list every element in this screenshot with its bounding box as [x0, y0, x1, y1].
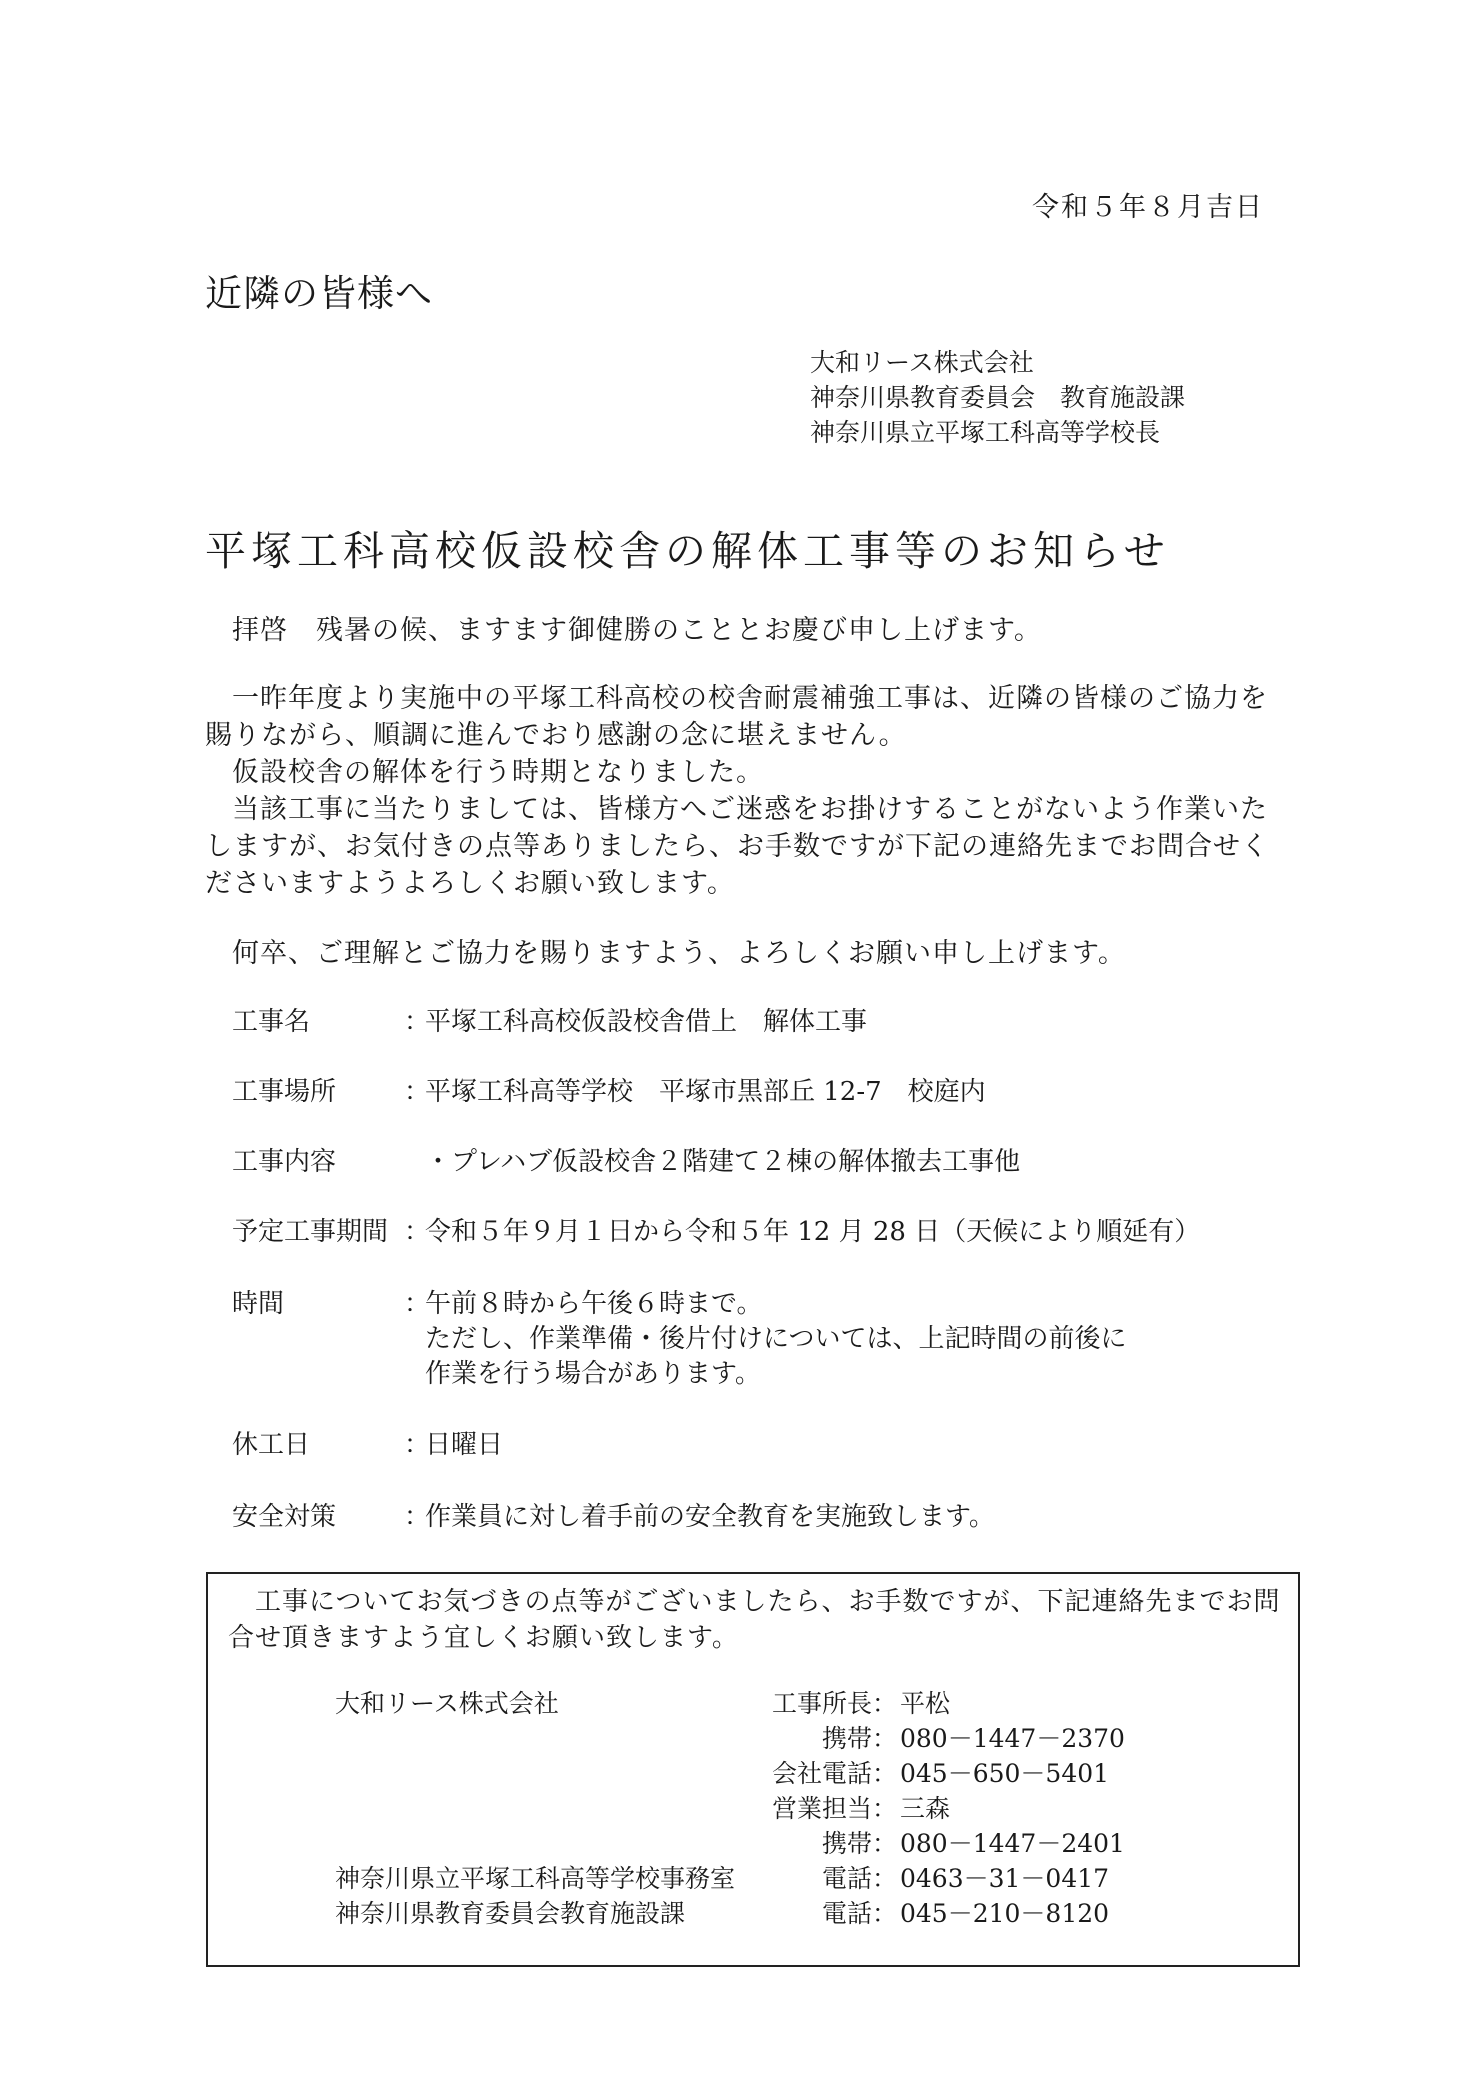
sender-line: 神奈川県立平塚工科高等学校長 — [810, 418, 1161, 447]
detail-value: 作業員に対し着手前の安全教育を実施致します。 — [425, 1502, 995, 1532]
contact-message — [228, 1584, 1283, 1656]
contact-label: 電話 — [821, 1899, 872, 1928]
detail-colon: ： — [404, 1217, 431, 1247]
sender-block — [810, 345, 1185, 450]
contact-row — [642, 1754, 1110, 1788]
phone-number: 0463－31－0417 — [900, 1864, 1110, 1893]
contact-label: 営業担当 — [771, 1794, 872, 1823]
detail-value: ただし、作業準備・後片付けについては、上記時間の前後に — [425, 1324, 1127, 1354]
document-date: 令和５年８月吉日 — [1032, 192, 1264, 223]
contact-value: 三森 — [900, 1794, 951, 1823]
contact-colon: ： — [872, 1829, 898, 1858]
contact-row — [642, 1719, 1125, 1753]
addressee: 近隣の皆様へ — [205, 272, 433, 315]
detail-value: 午前８時から午後６時まで。 — [425, 1289, 763, 1319]
body-paragraph: 一昨年度より実施中の平塚工科高校の校舎耐震補強工事は、近隣の皆様のご協力を賜りながら、順調に進んでおり感謝の念に堪えません。 — [205, 683, 1268, 751]
phone-number: 080－1447－2401 — [900, 1829, 1125, 1858]
contact-org-board: 神奈川県教育委員会教育施設課 — [335, 1899, 686, 1928]
contact-colon: ： — [872, 1899, 898, 1928]
greeting-text: 拝啓 残暑の候、ますます御健勝のこととお慶び申し上げます。 — [232, 615, 1042, 646]
sender-line: 大和リース株式会社 — [810, 348, 1034, 377]
detail-value: 令和５年９月１日から令和５年 12 月 28 日（天候により順延有） — [425, 1217, 1201, 1247]
contact-colon: ： — [872, 1724, 898, 1753]
contact-label: 電話 — [821, 1864, 872, 1893]
detail-colon: ： — [404, 1007, 431, 1037]
contact-row — [642, 1824, 1125, 1858]
detail-value: ・プレハブ仮設校舎２階建て２棟の解体撤去工事他 — [425, 1147, 1021, 1177]
contact-company: 大和リース株式会社 — [335, 1689, 559, 1718]
detail-value: 平塚工科高等学校 平塚市黒部丘 12-7 校庭内 — [425, 1077, 986, 1107]
detail-label: 予定工事期間 — [232, 1217, 389, 1247]
phone-number: 045－650－5401 — [900, 1759, 1110, 1788]
contact-value: 平松 — [900, 1689, 951, 1718]
contact-org-school: 神奈川県立平塚工科高等学校事務室 — [335, 1864, 736, 1893]
contact-colon: ： — [872, 1794, 898, 1823]
closing-text: 何卒、ご理解とご協力を賜りますよう、よろしくお願い申し上げます。 — [232, 938, 1126, 969]
sender-line: 神奈川県教育委員会 教育施設課 — [810, 383, 1186, 412]
detail-label: 安全対策 — [232, 1502, 337, 1532]
contact-row — [642, 1789, 1072, 1823]
contact-colon: ： — [872, 1759, 898, 1788]
contact-label: 携帯 — [821, 1724, 872, 1753]
body-paragraph: 仮設校舎の解体を行う時期となりました。 — [232, 757, 764, 788]
detail-colon: ： — [404, 1430, 431, 1460]
phone-number: 045－210－8120 — [900, 1899, 1110, 1928]
contact-colon: ： — [872, 1689, 898, 1718]
detail-label: 工事名 — [232, 1007, 311, 1037]
detail-label: 工事内容 — [232, 1147, 337, 1177]
contact-colon: ： — [872, 1864, 898, 1893]
contact-row — [642, 1859, 1110, 1893]
detail-value: 作業を行う場合があります。 — [425, 1359, 761, 1389]
contact-row — [642, 1684, 1072, 1718]
detail-label: 休工日 — [232, 1430, 311, 1460]
contact-box — [206, 1572, 1300, 1967]
detail-colon: ： — [404, 1502, 431, 1532]
greeting-paragraph — [205, 612, 1275, 649]
detail-value: 平塚工科高校仮設校舎借上 解体工事 — [425, 1007, 868, 1037]
body-paragraphs — [205, 680, 1275, 902]
detail-label: 時間 — [232, 1289, 285, 1319]
closing-paragraph — [205, 935, 1275, 972]
detail-colon: ： — [404, 1077, 431, 1107]
detail-label: 工事場所 — [232, 1077, 337, 1107]
detail-colon: ： — [404, 1289, 431, 1319]
page-title: 平塚工科高校仮設校舎の解体工事等のお知らせ — [205, 527, 1170, 575]
contact-label: 携帯 — [821, 1829, 872, 1858]
phone-number: 080－1447－2370 — [900, 1724, 1125, 1753]
contact-label: 工事所長 — [771, 1689, 872, 1718]
contact-label: 会社電話 — [771, 1759, 872, 1788]
contact-message-text: 工事についてお気づきの点等がございましたら、お手数ですが、下記連絡先までお問合せ頂きますよう宜しくお願い致します。 — [228, 1587, 1281, 1653]
detail-value: 日曜日 — [425, 1430, 504, 1460]
body-paragraph: 当該工事に当たりましては、皆様方へご迷惑をお掛けすることがないよう作業いたしますが、お気付きの点等ありましたら、お手数ですが下記の連絡先までお問合せくださいますようよろしくお願い致します。 — [205, 794, 1269, 899]
contact-row — [642, 1894, 1110, 1928]
